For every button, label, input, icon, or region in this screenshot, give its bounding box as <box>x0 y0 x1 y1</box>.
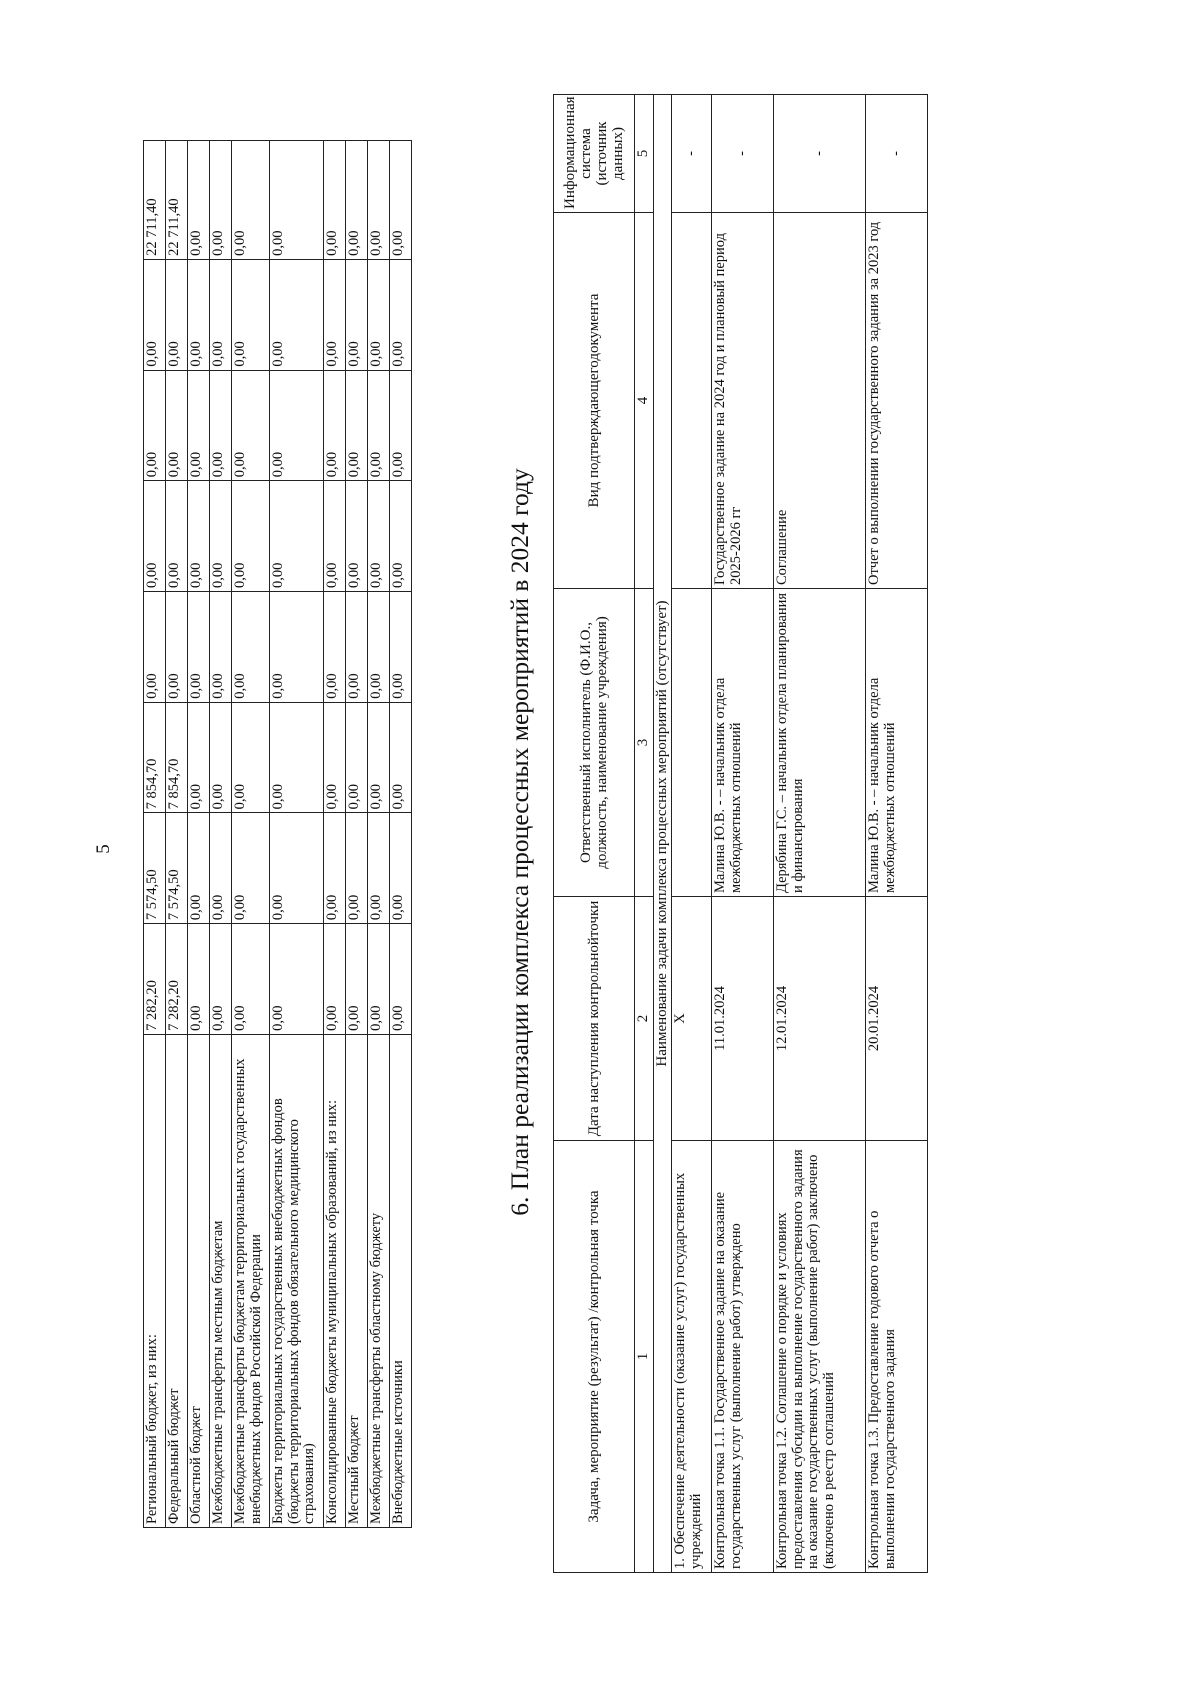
budget-value-cell: 7 282,20 <box>166 924 188 1035</box>
budget-value-cell: 0,00 <box>210 813 232 924</box>
budget-value-cell: 0,00 <box>270 259 324 370</box>
index-cell: 3 <box>635 589 654 897</box>
budget-value-cell: 22 711,40 <box>144 141 166 260</box>
budget-value-cell: 0,00 <box>390 702 412 813</box>
budget-value-cell: 0,00 <box>324 813 346 924</box>
plan-task-cell: Контрольная точка 1.1. Государственное задание на оказание государственных услуг (выполнение работ) утверждено <box>712 1141 774 1573</box>
budget-value-cell: 0,00 <box>270 924 324 1035</box>
budget-row <box>270 141 324 1528</box>
budget-value-cell: 7 854,70 <box>166 702 188 813</box>
plan-date-cell: 20.01.2024 <box>866 897 928 1141</box>
plan-date-cell: 11.01.2024 <box>712 897 774 1141</box>
page-number: 5 <box>93 844 114 854</box>
budget-value-cell: 0,00 <box>232 702 270 813</box>
budget-row <box>210 141 232 1528</box>
budget-value-cell: 0,00 <box>166 370 188 481</box>
plan-responsible-cell: Малина Ю.В. - – начальник отдела межбюджетных отношений <box>866 589 928 897</box>
budget-value-cell: 0,00 <box>324 924 346 1035</box>
budget-value-cell: 0,00 <box>346 702 368 813</box>
plan-document-cell: Соглашение <box>774 213 866 589</box>
budget-value-cell: 0,00 <box>188 702 210 813</box>
budget-value-cell: 0,00 <box>144 259 166 370</box>
budget-value-cell: 0,00 <box>368 924 390 1035</box>
task-heading: Наименование задачи комплекса процессных мероприятий (отсутствует) <box>653 95 672 1573</box>
plan-table-container <box>553 94 928 1573</box>
plan-row <box>866 95 928 1573</box>
budget-table-container <box>143 140 412 1528</box>
plan-row <box>774 95 866 1573</box>
budget-value-cell: 0,00 <box>390 592 412 703</box>
budget-value-cell: 0,00 <box>188 481 210 592</box>
budget-value-cell: 0,00 <box>144 370 166 481</box>
budget-value-cell: 0,00 <box>270 370 324 481</box>
budget-value-cell: 0,00 <box>232 592 270 703</box>
budget-value-cell: 0,00 <box>188 141 210 260</box>
budget-value-cell: 0,00 <box>270 813 324 924</box>
budget-value-cell: 0,00 <box>324 370 346 481</box>
budget-value-cell: 0,00 <box>324 141 346 260</box>
budget-value-cell: 7 574,50 <box>144 813 166 924</box>
plan-responsible-cell: Малина Ю.В. - – начальник отдела межбюджетных отношений <box>712 589 774 897</box>
budget-value-cell: 0,00 <box>188 813 210 924</box>
index-cell: 5 <box>635 95 654 213</box>
budget-value-cell: 0,00 <box>390 370 412 481</box>
budget-row <box>390 141 412 1528</box>
budget-value-cell: 0,00 <box>188 592 210 703</box>
budget-value-cell: 0,00 <box>346 141 368 260</box>
plan-table <box>553 94 928 1573</box>
budget-row-label: Федеральный бюджет <box>166 1034 188 1527</box>
budget-value-cell: 0,00 <box>368 702 390 813</box>
header-system: Информационная система (источник данных) <box>554 95 635 213</box>
budget-value-cell: 0,00 <box>166 259 188 370</box>
budget-row <box>188 141 210 1528</box>
budget-value-cell: 0,00 <box>210 481 232 592</box>
budget-value-cell: 0,00 <box>368 481 390 592</box>
budget-value-cell: 0,00 <box>368 813 390 924</box>
budget-table <box>143 140 412 1528</box>
budget-row <box>324 141 346 1528</box>
task-heading-row <box>653 95 672 1573</box>
plan-date-cell: Х <box>672 897 712 1141</box>
budget-row-label: Внебюджетные источники <box>390 1034 412 1527</box>
budget-value-cell: 0,00 <box>166 481 188 592</box>
index-cell: 2 <box>635 897 654 1141</box>
budget-value-cell: 0,00 <box>270 141 324 260</box>
budget-value-cell: 0,00 <box>390 259 412 370</box>
plan-task-cell: Контрольная точка 1.3. Предоставление годового отчета о выполнении государственного задания <box>866 1141 928 1573</box>
plan-system-cell: - <box>774 95 866 213</box>
plan-row <box>712 95 774 1573</box>
budget-row <box>232 141 270 1528</box>
budget-value-cell: 0,00 <box>390 924 412 1035</box>
budget-row-label: Консолидированные бюджеты муниципальных образований, из них: <box>324 1034 346 1527</box>
plan-date-cell: 12.01.2024 <box>774 897 866 1141</box>
budget-value-cell: 0,00 <box>188 370 210 481</box>
budget-value-cell: 0,00 <box>144 481 166 592</box>
plan-document-cell: Отчет о выполнении государственного задания за 2023 год <box>866 213 928 589</box>
budget-value-cell: 0,00 <box>188 924 210 1035</box>
plan-system-cell: - <box>866 95 928 213</box>
plan-task-cell: Контрольная точка 1.2. Соглашение о порядке и условиях предоставления субсидии на выполнение государственного задания на оказание государственных услуг (выполнение работ) заключено (включено в реестр соглашений <box>774 1141 866 1573</box>
budget-value-cell: 0,00 <box>144 592 166 703</box>
budget-value-cell: 0,00 <box>270 592 324 703</box>
header-date: Дата наступления контрольнойточки <box>554 897 635 1141</box>
budget-row <box>346 141 368 1528</box>
budget-row-label: Межбюджетные трансферты бюджетам территориальных государственных внебюджетных фондов Российской Федерации <box>232 1034 270 1527</box>
section-title: 6. План реализации комплекса процессных мероприятий в 2024 году <box>505 468 534 1216</box>
budget-value-cell: 0,00 <box>324 592 346 703</box>
budget-value-cell: 0,00 <box>346 481 368 592</box>
index-row <box>635 95 654 1573</box>
budget-value-cell: 0,00 <box>324 481 346 592</box>
budget-value-cell: 0,00 <box>346 813 368 924</box>
header-task: Задача, мероприятие (результат) /контрольная точка <box>554 1141 635 1573</box>
budget-value-cell: 0,00 <box>390 481 412 592</box>
index-cell: 1 <box>635 1141 654 1573</box>
budget-value-cell: 0,00 <box>324 702 346 813</box>
budget-value-cell: 0,00 <box>210 370 232 481</box>
budget-row <box>166 141 188 1528</box>
budget-value-cell: 7 854,70 <box>144 702 166 813</box>
budget-value-cell: 0,00 <box>390 141 412 260</box>
budget-value-cell: 0,00 <box>232 481 270 592</box>
plan-task-cell: 1. Обеспечение деятельности (оказание услуг) государственных учреждений <box>672 1141 712 1573</box>
budget-value-cell: 7 574,50 <box>166 813 188 924</box>
budget-value-cell: 0,00 <box>270 702 324 813</box>
budget-value-cell: 0,00 <box>346 592 368 703</box>
budget-value-cell: 0,00 <box>210 259 232 370</box>
plan-responsible-cell <box>672 589 712 897</box>
index-cell: 4 <box>635 213 654 589</box>
budget-row <box>368 141 390 1528</box>
budget-value-cell: 0,00 <box>232 141 270 260</box>
budget-row-label: Областной бюджет <box>188 1034 210 1527</box>
budget-value-cell: 0,00 <box>232 370 270 481</box>
budget-value-cell: 0,00 <box>210 141 232 260</box>
budget-value-cell: 0,00 <box>210 702 232 813</box>
plan-responsible-cell: Дерябина Г.С. – начальник отдела планирования и финансирования <box>774 589 866 897</box>
budget-value-cell: 0,00 <box>346 259 368 370</box>
plan-document-cell: Государственное задание на 2024 год и плановый период 2025-2026 гг <box>712 213 774 589</box>
budget-value-cell: 0,00 <box>346 924 368 1035</box>
budget-value-cell: 7 282,20 <box>144 924 166 1035</box>
budget-row-label: Межбюджетные трансферты областному бюджету <box>368 1034 390 1527</box>
budget-value-cell: 0,00 <box>232 924 270 1035</box>
budget-value-cell: 0,00 <box>232 259 270 370</box>
budget-value-cell: 0,00 <box>368 592 390 703</box>
budget-row-label: Местный бюджет <box>346 1034 368 1527</box>
budget-row-label: Межбюджетные трансферты местным бюджетам <box>210 1034 232 1527</box>
budget-value-cell: 0,00 <box>368 141 390 260</box>
budget-value-cell: 0,00 <box>188 259 210 370</box>
plan-system-cell: - <box>712 95 774 213</box>
header-responsible: Ответственный исполнитель (Ф.И.О., должность, наименование учреждения) <box>554 589 635 897</box>
budget-value-cell: 0,00 <box>270 481 324 592</box>
budget-value-cell: 0,00 <box>368 370 390 481</box>
plan-system-cell: - <box>672 95 712 213</box>
plan-document-cell <box>672 213 712 589</box>
budget-value-cell: 0,00 <box>166 592 188 703</box>
budget-value-cell: 0,00 <box>346 370 368 481</box>
budget-row <box>144 141 166 1528</box>
budget-row-label: Бюджеты территориальных государственных внебюджетных фондов (бюджеты территориальных фондов обязательного медицинского страхования) <box>270 1034 324 1527</box>
header-document: Вид подтверждающегодокумента <box>554 213 635 589</box>
budget-value-cell: 0,00 <box>390 813 412 924</box>
plan-row <box>672 95 712 1573</box>
budget-value-cell: 0,00 <box>210 592 232 703</box>
budget-row-label: Региональный бюджет, из них: <box>144 1034 166 1527</box>
budget-value-cell: 0,00 <box>368 259 390 370</box>
budget-value-cell: 0,00 <box>232 813 270 924</box>
budget-value-cell: 22 711,40 <box>166 141 188 260</box>
budget-value-cell: 0,00 <box>210 924 232 1035</box>
budget-value-cell: 0,00 <box>324 259 346 370</box>
